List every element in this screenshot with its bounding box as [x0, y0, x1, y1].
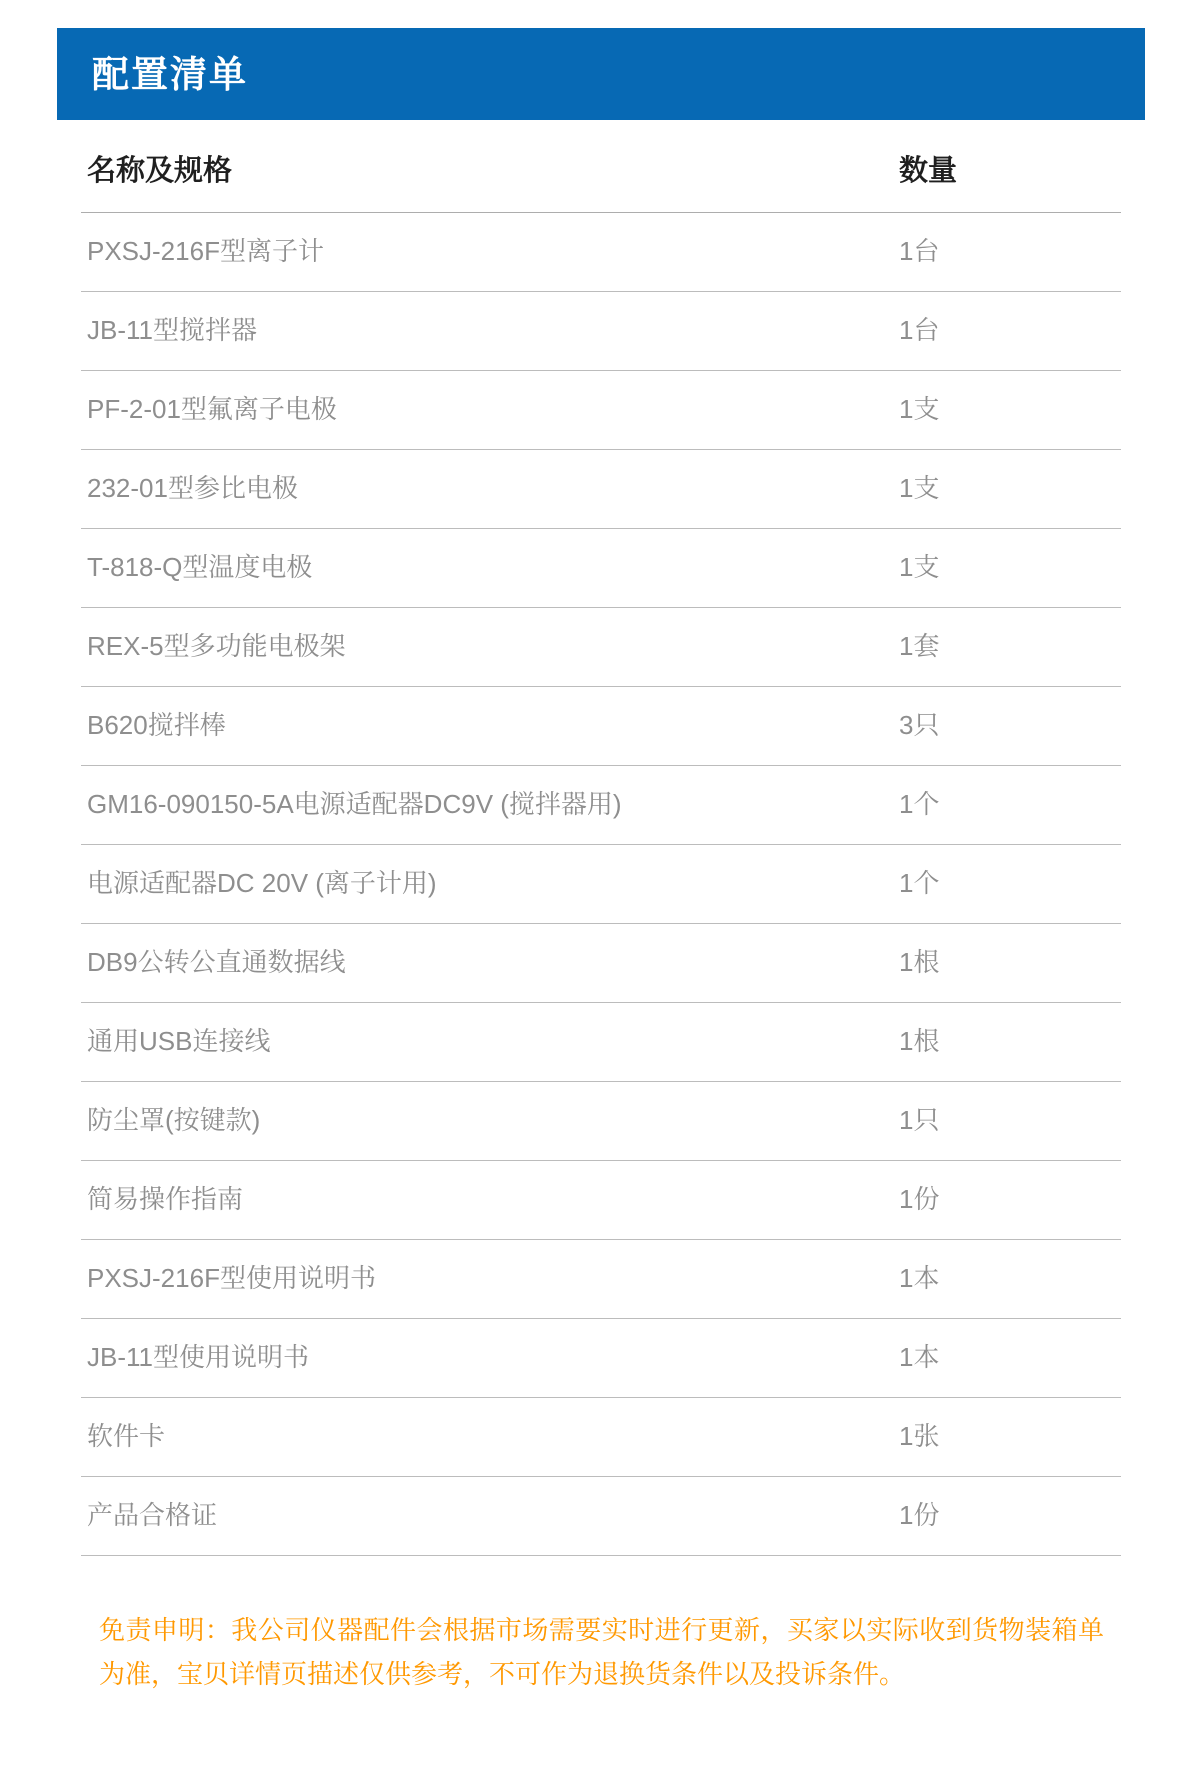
item-qty: 1套 — [899, 631, 940, 662]
disclaimer-text: 免责申明：我公司仪器配件会根据市场需要实时进行更新，买家以实际收到货物装箱单为准，宝贝详情页描述仅供参考，不可作为退换货条件以及投诉条件。 — [99, 1615, 1104, 1689]
item-qty: 1个 — [899, 789, 940, 820]
table-row — [81, 1398, 1121, 1477]
table-row — [81, 1477, 1121, 1556]
table-row — [81, 1161, 1121, 1240]
item-name: JB-11型使用说明书 — [87, 1342, 309, 1373]
table-row — [81, 292, 1121, 371]
table-row — [81, 371, 1121, 450]
table-row — [81, 1240, 1121, 1319]
item-qty: 1只 — [899, 1105, 940, 1136]
item-qty: 1本 — [899, 1263, 940, 1294]
table-row — [81, 1319, 1121, 1398]
table-row — [81, 529, 1121, 608]
table-row — [81, 924, 1121, 1003]
item-name: 通用USB连接线 — [87, 1026, 271, 1057]
item-qty: 1台 — [899, 236, 940, 267]
config-list-table — [81, 120, 1121, 1556]
item-qty: 1支 — [899, 394, 940, 425]
table-row — [81, 1003, 1121, 1082]
item-qty: 1根 — [899, 947, 940, 978]
table-row — [81, 450, 1121, 529]
item-name: PXSJ-216F型离子计 — [87, 236, 324, 267]
item-qty: 1支 — [899, 552, 940, 583]
table-row — [81, 608, 1121, 687]
item-name: T-818-Q型温度电极 — [87, 552, 313, 583]
table-row — [81, 687, 1121, 766]
item-qty: 1根 — [899, 1026, 940, 1057]
table-row — [81, 845, 1121, 924]
item-name: B620搅拌棒 — [87, 710, 226, 741]
table-row — [81, 766, 1121, 845]
page-title: 配置清单 — [92, 53, 248, 95]
table-header-row — [81, 120, 1121, 213]
item-qty: 1台 — [899, 315, 940, 346]
column-header-name: 名称及规格 — [87, 155, 233, 187]
table-row — [81, 1082, 1121, 1161]
section-title-banner — [57, 28, 1145, 120]
item-name: 防尘罩(按键款) — [87, 1105, 261, 1136]
item-qty: 3只 — [899, 710, 940, 741]
item-name: REX-5型多功能电极架 — [87, 631, 346, 662]
item-name: GM16-090150-5A电源适配器DC9V (搅拌器用) — [87, 789, 622, 820]
item-name: PF-2-01型氟离子电极 — [87, 394, 337, 425]
table-row — [81, 213, 1121, 292]
column-header-qty: 数量 — [899, 155, 958, 187]
item-qty: 1份 — [899, 1184, 940, 1215]
item-qty: 1个 — [899, 868, 940, 899]
item-name: 电源适配器DC 20V (离子计用) — [87, 868, 437, 899]
item-qty: 1张 — [899, 1421, 940, 1452]
item-name: PXSJ-216F型使用说明书 — [87, 1263, 376, 1294]
item-name: 产品合格证 — [87, 1500, 218, 1531]
item-qty: 1份 — [899, 1500, 940, 1531]
item-qty: 1支 — [899, 473, 940, 504]
item-name: DB9公转公直通数据线 — [87, 947, 346, 978]
item-qty: 1本 — [899, 1342, 940, 1373]
item-name: 232-01型参比电极 — [87, 473, 298, 504]
item-name: 软件卡 — [87, 1421, 166, 1452]
item-name: JB-11型搅拌器 — [87, 315, 257, 346]
item-name: 简易操作指南 — [87, 1184, 244, 1215]
